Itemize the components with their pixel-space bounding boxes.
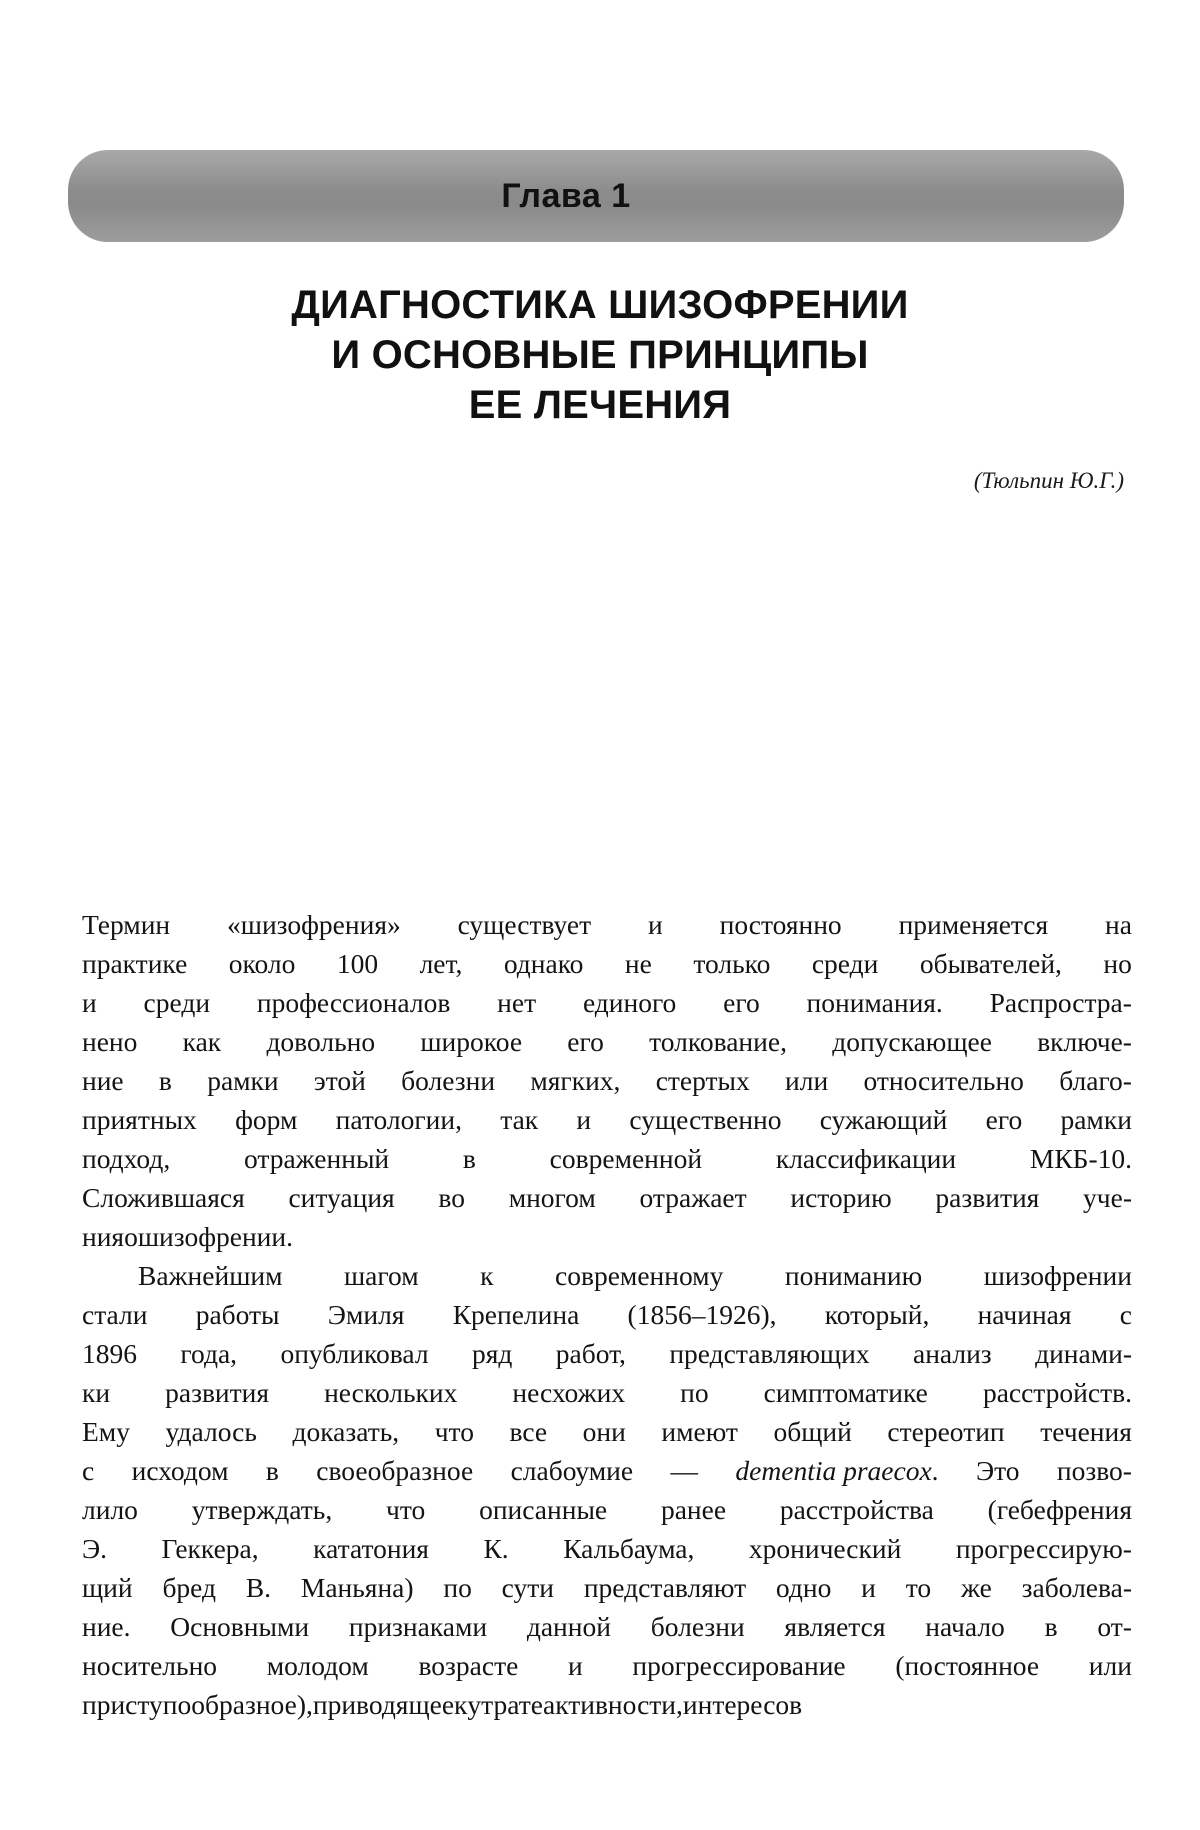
text-line: подход, отраженный в современной классификации МКБ-10. xyxy=(82,1143,1132,1174)
text-line: стали работы Эмиля Крепелина (1856–1926), который, начиная с xyxy=(82,1299,1132,1330)
text-line: 1896 года, опубликовал ряд работ, представляющих анализ динами- xyxy=(82,1338,1132,1369)
text-line: приступообразное), приводящее к утрате активности, интересов xyxy=(82,1689,803,1720)
text-line: щий бред В. Маньяна) по сути представляют одно и то же заболева- xyxy=(82,1572,1132,1603)
text-line: ние. Основными признаками данной болезни является начало в от- xyxy=(82,1611,1132,1642)
text-line: Э. Геккера, кататония К. Кальбаума, хронический прогрессирую- xyxy=(82,1533,1132,1564)
chapter-title xyxy=(100,280,1100,430)
text-line: Термин «шизофрения» существует и постоянно применяется на xyxy=(82,909,1132,940)
author-attribution: (Тюльпин Ю.Г.) xyxy=(973,468,1124,493)
text-line: ки развития нескольких несхожих по симптоматике расстройств. xyxy=(82,1377,1132,1408)
text-line: ния о шизофрении. xyxy=(82,1221,293,1252)
body-text xyxy=(82,905,1132,1724)
chapter-label: Глава 1 xyxy=(501,176,631,215)
text-line: ние в рамки этой болезни мягких, стертых или относительно благо- xyxy=(82,1065,1132,1096)
text-line: и среди профессионалов нет единого его понимания. Распростра- xyxy=(82,987,1132,1018)
chapter-banner xyxy=(68,150,1124,242)
paragraph-1 xyxy=(82,905,1132,1256)
text-line: Ему удалось доказать, что все они имеют общий стереотип течения xyxy=(82,1416,1132,1447)
text-line: носительно молодом возрасте и прогрессирование (постоянное или xyxy=(82,1650,1132,1681)
text-line: с исходом в своеобразное слабоумие — dementia praecox. Это позво- xyxy=(82,1455,1132,1486)
chapter-title-line: ЕЕ ЛЕЧЕНИЯ xyxy=(468,383,732,427)
text-line: практике около 100 лет, однако не только среди обывателей, но xyxy=(82,948,1132,979)
text-line: Сложившаяся ситуация во многом отражает историю развития уче- xyxy=(82,1182,1132,1213)
chapter-title-line: И ОСНОВНЫЕ ПРИНЦИПЫ xyxy=(331,333,869,377)
text-line: лило утверждать, что описанные ранее расстройства (гебефрения xyxy=(82,1494,1132,1525)
chapter-title-line: ДИАГНОСТИКА ШИЗОФРЕНИИ xyxy=(291,283,909,327)
text-line: нено как довольно широкое его толкование, допускающее включе- xyxy=(82,1026,1132,1057)
text-line: Важнейшим шагом к современному пониманию шизофрении xyxy=(138,1260,1132,1291)
text-line: приятных форм патологии, так и существенно сужающий его рамки xyxy=(82,1104,1132,1135)
paragraph-2 xyxy=(82,1256,1132,1724)
